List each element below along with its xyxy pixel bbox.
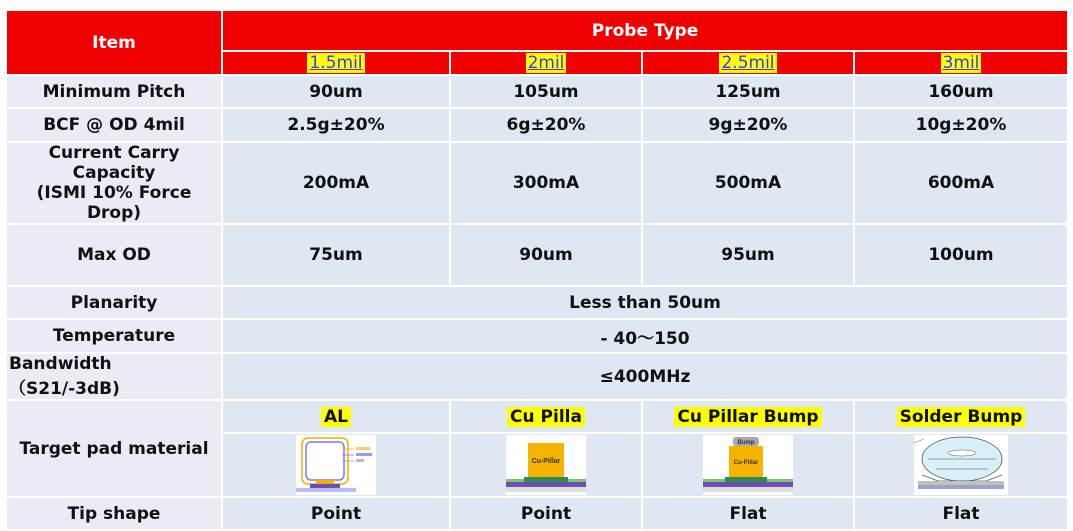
material-label: Cu Pillar Bump: [674, 407, 821, 427]
cu-pillar-text: Cu-Pillar: [733, 460, 759, 466]
row-label-tip-shape: Tip shape: [6, 497, 222, 530]
cell: 100um: [854, 224, 1068, 286]
cu-pillar-bump-diagram-image: [703, 435, 793, 495]
cell: 105um: [450, 75, 642, 108]
cell: 125um: [642, 75, 854, 108]
cell: 6g±20%: [450, 108, 642, 142]
material-label: Cu Pilla: [507, 407, 585, 427]
material-label: AL: [321, 407, 351, 427]
row-label-bandwidth: Bandwidth（S21/-3dB): [6, 353, 222, 400]
row-label-temperature: Temperature: [6, 319, 222, 353]
solder-bump-diagram-image: [914, 435, 1008, 495]
row-label-min-pitch: Minimum Pitch: [6, 75, 222, 108]
row-label-bcf: BCF @ OD 4mil: [6, 108, 222, 142]
row-label-target-pad: Target pad material: [6, 400, 222, 497]
cell: 90um: [450, 224, 642, 286]
pad-image-cell-cu-pillar-bump: [642, 433, 854, 497]
pad-material-solder-bump: [854, 400, 1068, 433]
row-label-planarity: Planarity: [6, 286, 222, 319]
cu-pillar-diagram-image: [506, 435, 586, 495]
probe-type-1-5mil: 1.5mil: [222, 51, 450, 75]
cell: Point: [450, 497, 642, 530]
probe-spec-table: [5, 9, 1069, 531]
cell: 200mA: [222, 142, 450, 224]
material-label: Solder Bump: [897, 407, 1026, 427]
cell: 500mA: [642, 142, 854, 224]
current-label-line2: (ISMI 10% Force Drop): [36, 183, 192, 223]
pad-image-cell-cu-pilla: [450, 433, 642, 497]
cell: 9g±20%: [642, 108, 854, 142]
current-label-line1: Current Carry Capacity: [48, 143, 180, 183]
probe-type-3mil: 3mil: [854, 51, 1068, 75]
pad-material-al: [222, 400, 450, 433]
cu-pillar-text: Cu-Pillar: [531, 458, 561, 465]
temperature-value: - 40～150: [222, 319, 1068, 353]
pad-material-cu-pilla: [450, 400, 642, 433]
cell: Point: [222, 497, 450, 530]
row-label-current-capacity: [6, 142, 222, 224]
pad-material-cu-pillar-bump: [642, 400, 854, 433]
cell: 160um: [854, 75, 1068, 108]
cell: 90um: [222, 75, 450, 108]
probe-type-2mil: 2mil: [450, 51, 642, 75]
pad-image-cell-al: [222, 433, 450, 497]
cell: 2.5g±20%: [222, 108, 450, 142]
planarity-value: Less than 50um: [222, 286, 1068, 319]
cell: 10g±20%: [854, 108, 1068, 142]
cell: Flat: [642, 497, 854, 530]
probe-type-2-5mil: 2.5mil: [642, 51, 854, 75]
pad-image-cell-solder-bump: [854, 433, 1068, 497]
cell: Flat: [854, 497, 1068, 530]
bandwidth-value: ≤400MHz: [222, 353, 1068, 400]
row-label-max-od: Max OD: [6, 224, 222, 286]
item-header: Item: [6, 10, 222, 75]
al-pad-diagram-image: [296, 435, 376, 495]
probe-type-header: Probe Type: [222, 10, 1068, 51]
cell: 300mA: [450, 142, 642, 224]
cell: 600mA: [854, 142, 1068, 224]
cell: 95um: [642, 224, 854, 286]
cell: 75um: [222, 224, 450, 286]
bump-text: Bump: [737, 440, 755, 446]
